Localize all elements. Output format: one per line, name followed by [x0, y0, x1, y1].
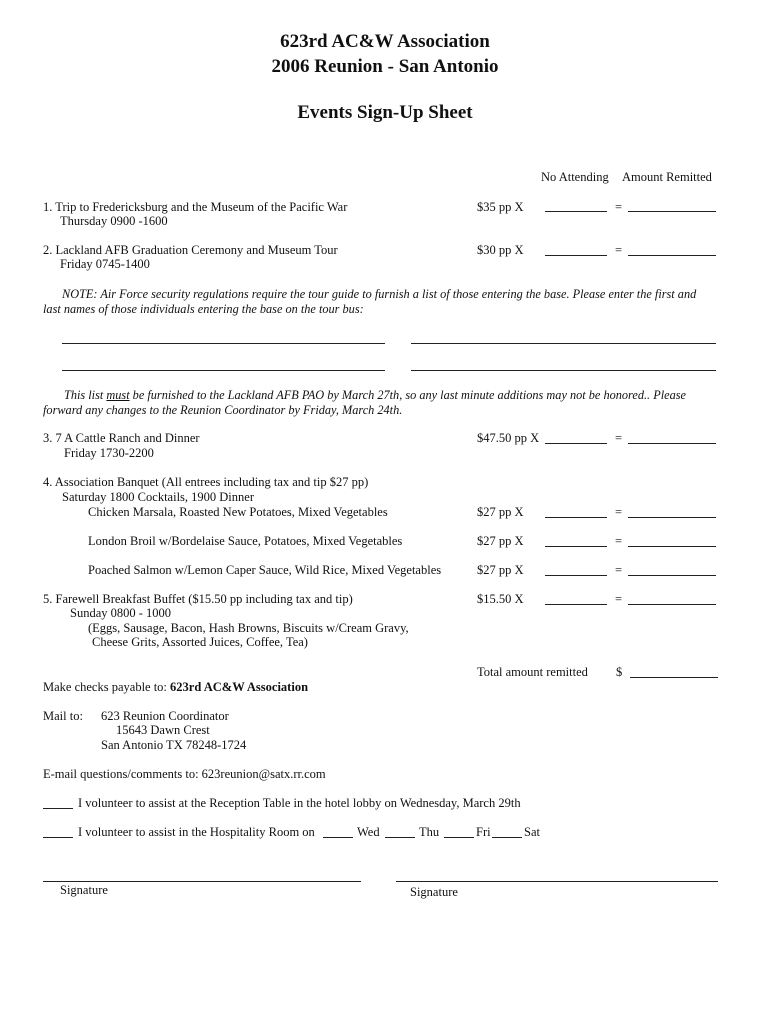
signature-field-right[interactable] — [396, 881, 718, 882]
event-5-amount-field[interactable] — [628, 604, 716, 605]
mail-label: Mail to: — [43, 709, 83, 723]
deadline-line-1: This list must be furnished to the Lackland AFB PAO by March 27th, so any last minute additions may not be honored.. Please — [64, 388, 686, 402]
banquet-option-count-field[interactable] — [545, 546, 607, 547]
banquet-option-price: $27 pp X — [477, 534, 524, 548]
reunion-title: 2006 Reunion - San Antonio — [271, 56, 499, 77]
total-currency: $ — [616, 665, 623, 679]
equals-sign: = — [615, 200, 623, 214]
banquet-option-price: $27 pp X — [477, 505, 524, 519]
event-5-menu-1: (Eggs, Sausage, Bacon, Hash Browns, Biscuits w/Cream Gravy, — [88, 621, 409, 635]
event-4-title: 4. Association Banquet (All entrees including tax and tip $27 pp) — [43, 475, 369, 489]
sheet-title: Events Sign-Up Sheet — [297, 102, 473, 123]
banquet-option-label: London Broil w/Bordelaise Sauce, Potatoes, Mixed Vegetables — [88, 534, 403, 548]
mail-address-line-2: 15643 Dawn Crest — [116, 723, 210, 737]
name-entry-line[interactable] — [411, 343, 716, 344]
banquet-option-count-field[interactable] — [545, 575, 607, 576]
event-1-count-field[interactable] — [545, 211, 607, 212]
banquet-option-label: Chicken Marsala, Roasted New Potatoes, Mixed Vegetables — [88, 505, 388, 519]
banquet-option-price: $27 pp X — [477, 563, 524, 577]
day-sat-field[interactable] — [492, 837, 522, 838]
volunteer-hospitality-text: I volunteer to assist in the Hospitality Room on — [78, 825, 315, 839]
event-2-count-field[interactable] — [545, 255, 607, 256]
day-thu-field[interactable] — [385, 837, 415, 838]
signature-field-left[interactable] — [43, 881, 361, 882]
event-1-amount-field[interactable] — [628, 211, 716, 212]
day-fri-label: Fri — [476, 825, 491, 839]
note-line-2: last names of those individuals entering the base on the tour bus: — [43, 302, 364, 316]
name-entry-line[interactable] — [62, 343, 385, 344]
col-amount: Amount Remitted — [622, 170, 712, 184]
event-5-title: 5. Farewell Breakfast Buffet ($15.50 pp including tax and tip) — [43, 592, 353, 606]
day-fri-field[interactable] — [444, 837, 474, 838]
day-sat-label: Sat — [524, 825, 540, 839]
banquet-option-amount-field[interactable] — [628, 575, 716, 576]
event-1-price: $35 pp X — [477, 200, 524, 214]
banquet-option-label: Poached Salmon w/Lemon Caper Sauce, Wild Rice, Mixed Vegetables — [88, 563, 442, 577]
event-4-time: Saturday 1800 Cocktails, 1900 Dinner — [62, 490, 254, 504]
equals-sign: = — [615, 431, 623, 445]
volunteer-reception-field[interactable] — [43, 808, 73, 809]
mail-address-line-3: San Antonio TX 78248-1724 — [101, 738, 247, 752]
signature-label-left: Signature — [60, 883, 108, 897]
day-wed-label: Wed — [357, 825, 380, 839]
event-5-menu-2: Cheese Grits, Assorted Juices, Coffee, Tea) — [92, 635, 308, 649]
event-2-price: $30 pp X — [477, 243, 524, 257]
event-2-time: Friday 0745-1400 — [60, 257, 150, 271]
equals-sign: = — [615, 534, 623, 548]
equals-sign: = — [615, 563, 623, 577]
deadline-line-2: forward any changes to the Reunion Coordinator by Friday, March 24th. — [43, 403, 403, 417]
event-2-amount-field[interactable] — [628, 255, 716, 256]
name-entry-line[interactable] — [62, 370, 385, 371]
event-3-title: 3. 7 A Cattle Ranch and Dinner — [43, 431, 200, 445]
total-label: Total amount remitted — [477, 665, 588, 679]
event-1-time: Thursday 0900 -1600 — [60, 214, 168, 228]
equals-sign: = — [615, 592, 623, 606]
payment-line: Make checks payable to: 623rd AC&W Association — [43, 680, 309, 694]
banquet-option-amount-field[interactable] — [628, 517, 716, 518]
day-thu-label: Thu — [419, 825, 440, 839]
event-3-count-field[interactable] — [545, 443, 607, 444]
equals-sign: = — [615, 243, 623, 257]
event-5-count-field[interactable] — [545, 604, 607, 605]
day-wed-field[interactable] — [323, 837, 353, 838]
event-3-amount-field[interactable] — [628, 443, 716, 444]
signature-label-right: Signature — [410, 885, 458, 899]
event-5-time: Sunday 0800 - 1000 — [70, 606, 172, 620]
event-3-time: Friday 1730-2200 — [64, 446, 154, 460]
event-5-price: $15.50 X — [477, 592, 524, 606]
volunteer-reception-text: I volunteer to assist at the Reception Table in the hotel lobby on Wednesday, March 29th — [78, 796, 521, 810]
banquet-option-count-field[interactable] — [545, 517, 607, 518]
equals-sign: = — [615, 505, 623, 519]
total-amount-field[interactable] — [630, 677, 718, 678]
name-entry-line[interactable] — [411, 370, 716, 371]
col-attending: No Attending — [541, 170, 609, 184]
event-2-title: 2. Lackland AFB Graduation Ceremony and Museum Tour — [43, 243, 338, 257]
event-3-price: $47.50 pp X — [477, 431, 540, 445]
volunteer-hospitality-field[interactable] — [43, 837, 73, 838]
event-1-title: 1. Trip to Fredericksburg and the Museum of the Pacific War — [43, 200, 348, 214]
note-line-1: NOTE: Air Force security regulations require the tour guide to furnish a list of those entering the base. Please enter the first and — [62, 287, 697, 301]
banquet-option-amount-field[interactable] — [628, 546, 716, 547]
email-line: E-mail questions/comments to: 623reunion@satx.rr.com — [43, 767, 326, 781]
mail-address-line-1: 623 Reunion Coordinator — [101, 709, 229, 723]
org-title: 623rd AC&W Association — [280, 31, 490, 52]
